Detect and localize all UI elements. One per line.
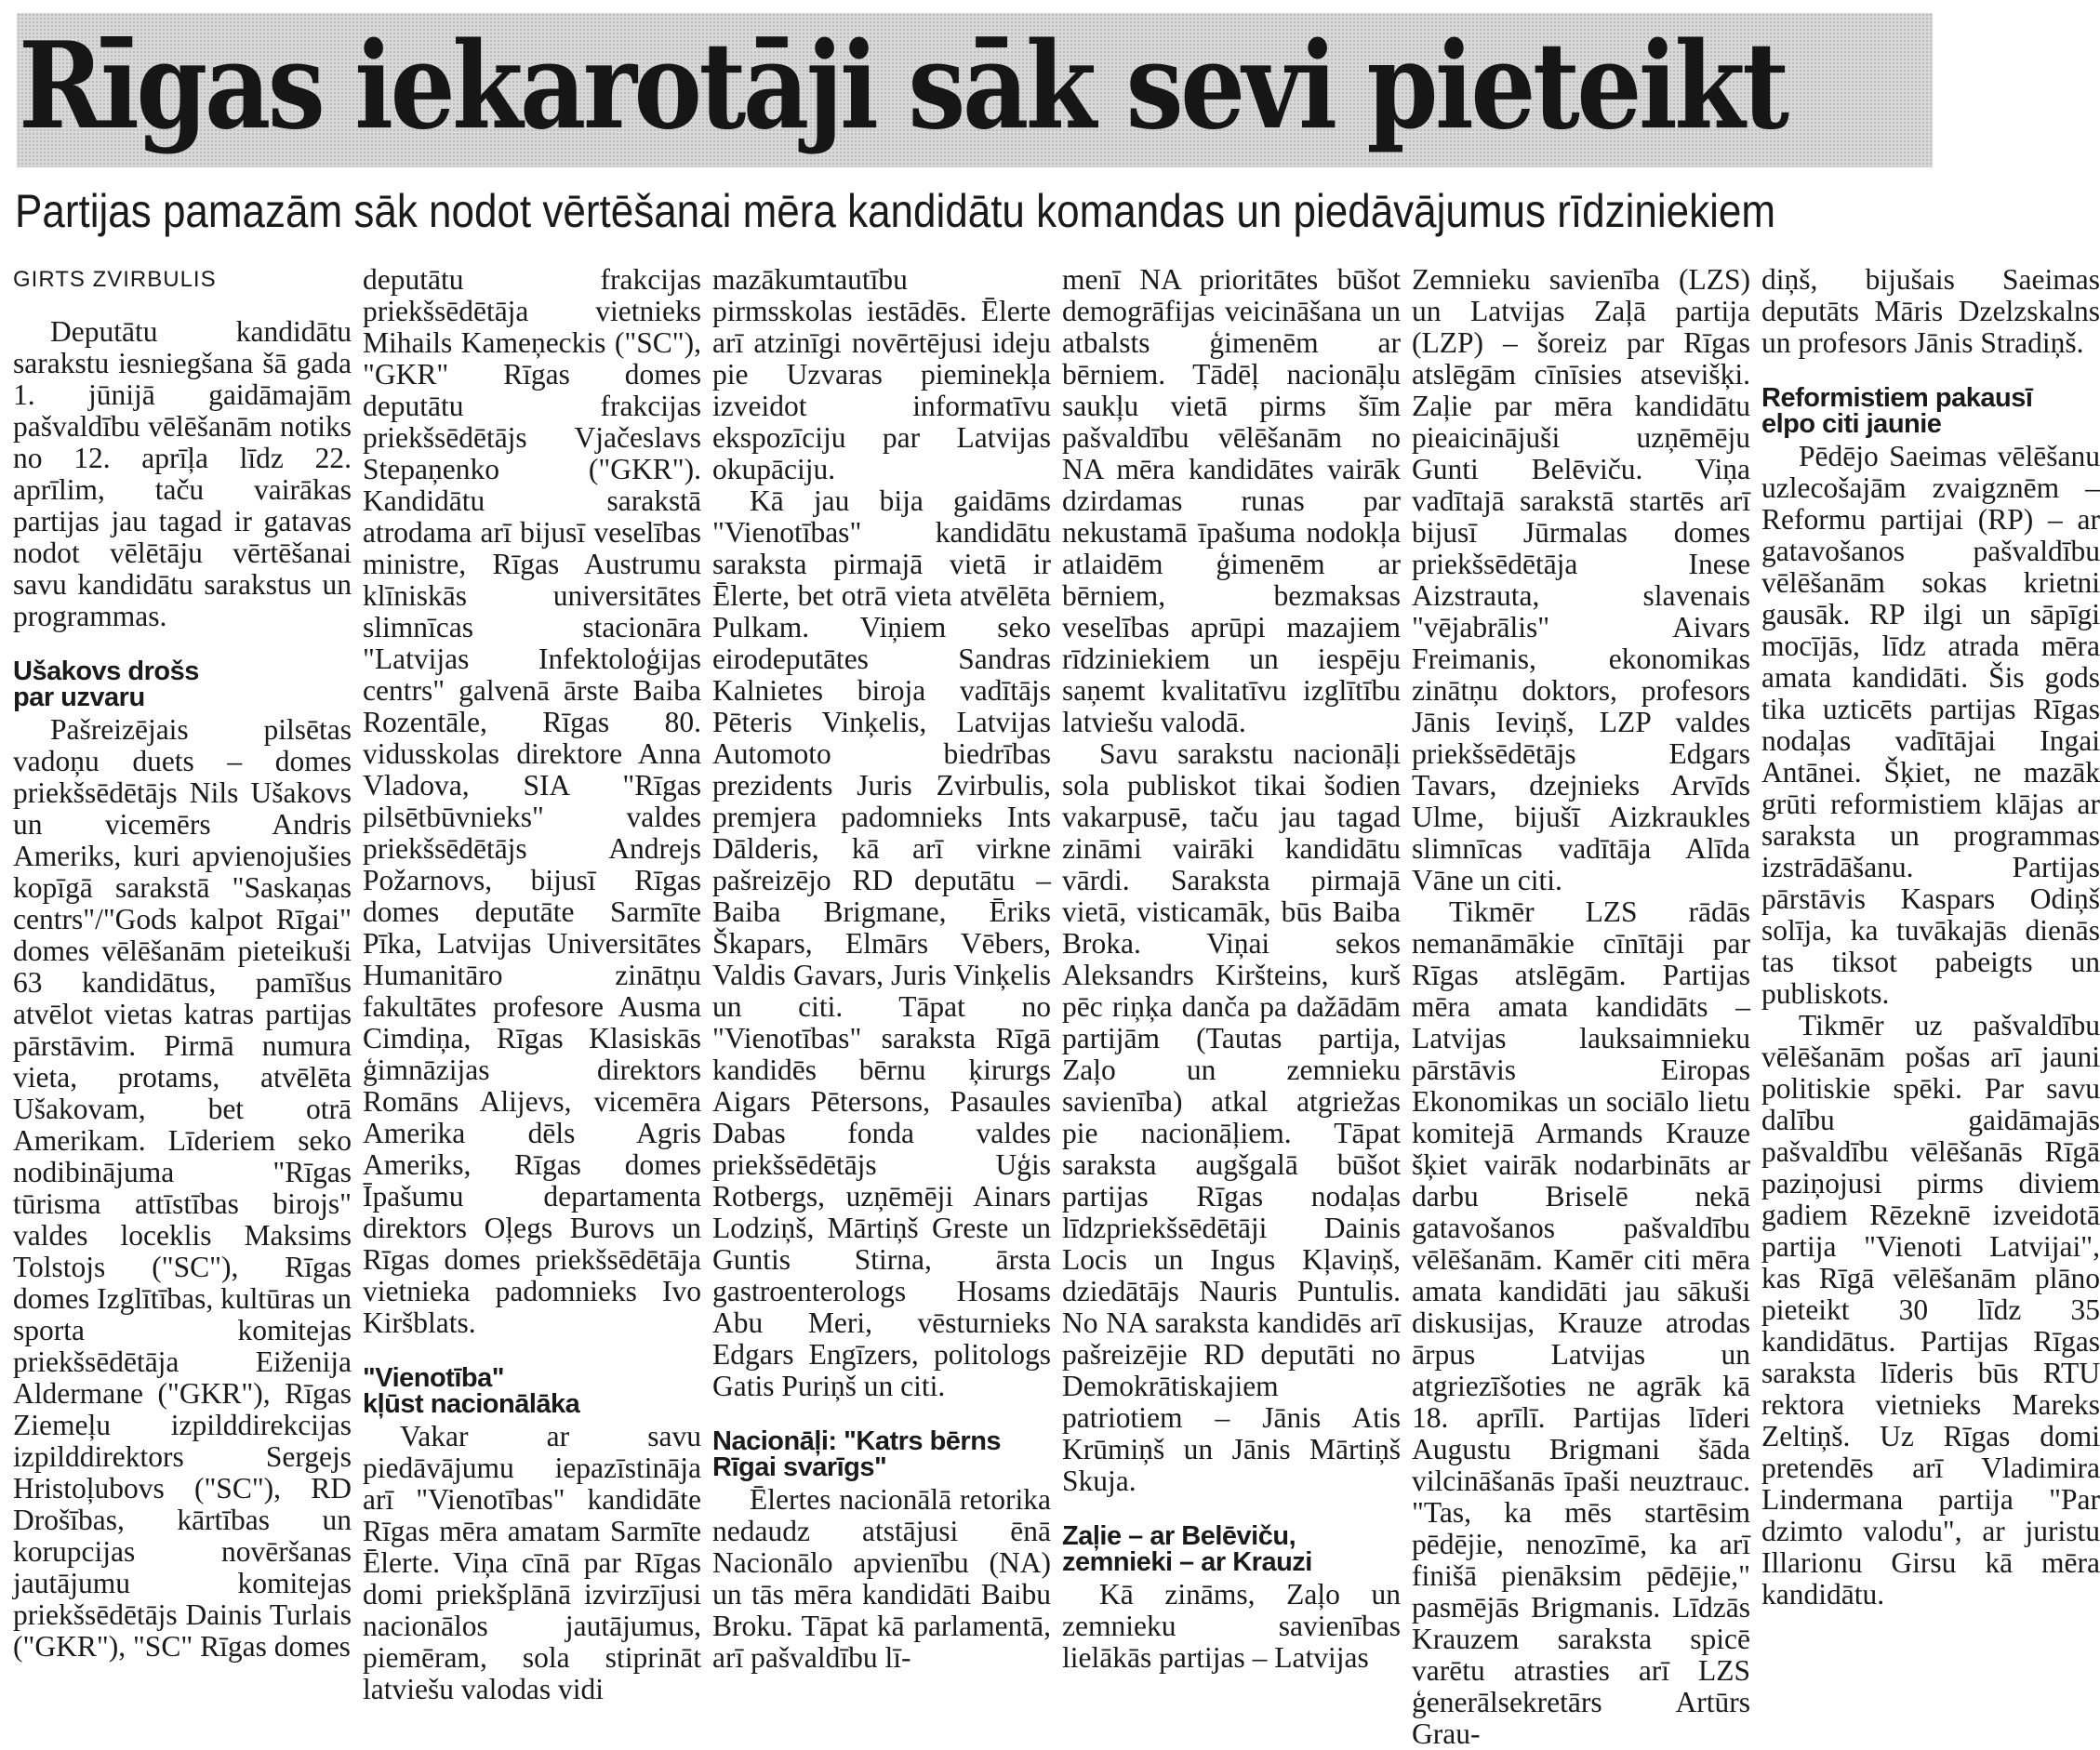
section-heading-line: Ušakovs drošs [13, 656, 199, 686]
paragraph: mazākumtautību pirmsskolas iestādēs. Ēlerte arī atzinīgi novērtējusi ideju pie Uzvaras pieminekļa izveidot informatīvu ekspozīciju par Latvijas okupāciju. [712, 263, 1051, 485]
paragraph: Deputātu kandidātu sarakstu iesniegšana šā gada 1. jūnijā gaidāmajām pašvaldību vēlēšanām notiks no 12. aprīļa līdz 22. aprīlim, taču vairākas partijas jau tagad ir gatavas nodot vēlētāju vērtēšanai savu kandidātu sarakstus un programmas. [13, 315, 352, 632]
paragraph: Savu sarakstu nacionāļi sola publiskot tikai šodien vakarpusē, taču jau tagad zināmi vairāki kandidātu vārdi. Saraksta pirmajā vietā, visticamāk, būs Baiba Broka. Viņai sekos Aleksandrs Kiršteins, kurš pēc riņķa danča pa dažādām partijām (Tautas partija, Zaļo un zemnieku savienība) atkal atgriežas pie nacionāļiem. Tāpat saraksta augšgalā būšot partijas Rīgas nodaļas līdzpriekšsēdētāji Dainis Locis un Ingus Kļaviņš, dziedātājs Nauris Puntulis. No NA saraksta kandidēs arī pašreizējie RD deputāti no Demokrātiskajiem patriotiem – Jānis Atis Krūmiņš un Jānis Mārtiņš Skuja. [1062, 737, 1401, 1497]
section-heading-line: "Vienotība" [363, 1363, 504, 1393]
paragraph: Tikmēr uz pašvaldību vēlēšanām pošas arī jauni politiskie spēki. Par savu dalību gaidāmajās pašvaldību vēlēšanās Rīgā paziņojusi pirms diviem gadiem Rēzeknē izveidotā partija "Vienoti Latvijai", kas Rīgā vēlēšanām plāno pieteikt 30 līdz 35 kandidātus. Partijas Rīgas saraksta līderis būs RTU rektora vietnieks Mareks Zeltiņš. Uz Rīgas domi pretendēs arī Vladimira Lindermana partija "Par dzimto valodu", ar juristu Illarionu Girsu kā mēra kandidātu. [1761, 1009, 2100, 1611]
column-6 [1761, 264, 2100, 1622]
section-heading-line: kļūst nacionālāka [363, 1389, 580, 1419]
section-heading-line: par uzvaru [13, 683, 145, 712]
section-heading-line: Nacionāļi: "Katrs bērns [712, 1426, 1002, 1456]
subheadline: Partijas pamazām sāk nodot vērtēšanai mēra kandidātu komandas un piedāvājumus rīdziniekiem [15, 185, 1775, 237]
section-heading-line: Zaļie – ar Belēviču, [1062, 1521, 1296, 1551]
section-heading [1761, 385, 2100, 437]
section-heading [363, 1365, 701, 1417]
paragraph: Ēlertes nacionālā retorika nedaudz atstājusi ēnā Nacionālo apvienību (NA) un tās mēra kandidāti Baibu Broku. Tāpat kā parlamentā, arī pašvaldību lī- [712, 1483, 1051, 1674]
paragraph: deputātu frakcijas priekšsēdētāja vietnieks Mihails Kameņeckis ("SC"), "GKR" Rīgas domes deputātu frakcijas priekšsēdētājs Vjačeslavs Stepaņenko ("GKR"). Kandidātu sarakstā atrodama arī bijusī veselības ministre, Rīgas Austrumu klīniskās universitātes slimnīcas stacionāra "Latvijas Infektoloģijas centrs" galvenā ārste Baiba Rozentāle, Rīgas 80. vidusskolas direktore Anna Vladova, SIA "Rīgas pilsētbūvnieks" valdes priekšsēdētājs Andrejs Požarnovs, bijusī Rīgas domes deputāte Sarmīte Pīka, Latvijas Universitātes Humanitāro zinātņu fakultātes profesore Ausma Cimdiņa, Rīgas Klasiskās ģimnāzijas direktors Romāns Alijevs, vicemēra Amerika dēls Agris Ameriks, Rīgas domes Īpašumu departamenta direktors Oļegs Burovs un Rīgas domes priekšsēdētāja vietnieka padomnieks Ivo Kiršblats. [363, 263, 701, 1339]
byline: GIRTS ZVIRBULIS [13, 267, 217, 292]
section-heading-line: elpo citi jaunie [1761, 409, 1942, 439]
paragraph: Pēdējo Saeimas vēlēšanu uzlecošajām zvaigznēm – Reformu partijai (RP) – ar gatavošanos pašvaldību vēlēšanām sokas krietni gausāk. RP ilgi un sāpīgi mocījās, līdz atrada mēra amata kandidāti. Šis gods tika uzticēts partijas Rīgas nodaļas vadītājai Ingai Antānei. Šķiet, ne mazāk grūti reformistiem klājas ar saraksta un programmas izstrādāšanu. Partijas pārstāvis Kaspars Odiņš solīja, ka tuvākajās dienās tas tiksot pabeigts un publiskots. [1761, 440, 2100, 1010]
paragraph: Zemnieku savienība (LZS) un Latvijas Zaļā partija (LZP) – šoreiz par Rīgas atslēgām cīnīsies atsevišķi. Zaļie par mēra kandidātu pieaicinājuši uzņēmēju Gunti Belēviču. Viņa vadītajā sarakstā startēs arī bijusī Jūrmalas domes priekšsēdētāja Inese Aizstrauta, slavenais "vējabrālis" Aivars Freimanis, ekonomikas zinātņu doktors, profesors Jānis Ieviņš, LZP valdes priekšsēdētājs Edgars Tavars, dzejnieks Arvīds Ulme, bijušī Aizkraukles slimnīcas vadītāja Alīda Vāne un citi. [1412, 263, 1750, 896]
paragraph: Kā jau bija gaidāms "Vienotības" kandidātu saraksta pirmajā vietā ir Ēlerte, bet otrā vieta atvēlēta Pulkam. Viņiem seko eirodeputātes Sandras Kalnietes biroja vadītājs Pēteris Vinķelis, Latvijas Automoto biedrības prezidents Juris Zvirbulis, premjera padomnieks Ints Dālderis, kā arī virkne pašreizējo RD deputātu – Baiba Brigmane, Ēriks Škapars, Elmārs Vēbers, Valdis Gavars, Juris Vinķelis un citi. Tāpat no "Vienotības" saraksta Rīgā kandidēs bērnu ķirurgs Aigars Pētersons, Pasaules Dabas fonda valdes priekšsēdētājs Uģis Rotbergs, uzņēmēji Ainars Lodziņš, Mārtiņš Greste un Guntis Stirna, ārsta gastroenterologs Hosams Abu Meri, vēsturnieks Edgars Engīzers, politologs Gatis Puriņš un citi. [712, 484, 1051, 1402]
column-2 [363, 263, 701, 1705]
paragraph: menī NA prioritātes būšot demogrāfijas veicināšana un atbalsts ģimenēm ar bērniem. Tādēļ nacionāļu saukļu vietā pirms šīm pašvaldību vēlēšanām no NA mēra kandidātes vairāk dzirdamas runas par nekustamā īpašuma nodokļa atlaidēm ģimenēm ar bērniem, bezmaksas veselības aprūpi mazajiem rīdziniekiem un iespēju saņemt kvalitatīvu izglītību latviešu valodā. [1062, 263, 1401, 738]
article-body [13, 263, 2100, 1750]
section-heading [13, 658, 352, 710]
section-heading [712, 1428, 1051, 1480]
paragraph: Tikmēr LZS rādās nemanāmākie cīnītāji par Rīgas atslēgām. Partijas mēra amata kandidāts – Latvijas lauksaimnieku pārstāvis Eiropas Ekonomikas un sociālo lietu komitejā Armands Krauze šķiet vairāk nodarbināts ar darbu Briselē nekā gatavošanos pašvaldību vēlēšanām. Kamēr citi mēra amata kandidāti jau sākuši diskusijas, Krauze atrodas ārpus Latvijas un atgriezīšoties ne agrāk kā 18. aprīlī. Partijas līderi Augustu Brigmani šāda vilcināšanās īpaši neuztrauc. "Tas, ka mēs startēsim pēdējie, nenozīmē, ka arī finišā pienāksim pēdējie," pasmējās Brigmanis. Līdzās Krauzem saraksta spicē varētu atrasties arī LZS ģenerālsekretārs Artūrs Grau- [1412, 895, 1750, 1750]
paragraph: Kā zināms, Zaļo un zemnieku savienības lielākās partijas – Latvijas [1062, 1578, 1401, 1674]
section-heading-line: Reformistiem pakausī [1761, 383, 2033, 413]
paragraph: diņš, bijušais Saeimas deputāts Māris Dzelzskalns un profesors Jānis Stradiņš. [1761, 263, 2100, 359]
column-3 [712, 263, 1051, 1674]
column-1 [13, 264, 352, 1663]
column-4 [1062, 263, 1401, 1674]
section-heading-line: Rīgai svarīgs" [712, 1452, 887, 1482]
column-5 [1412, 263, 1750, 1750]
section-heading-line: zemnieki – ar Krauzi [1062, 1547, 1312, 1577]
paragraph: Vakar ar savu piedāvājumu iepazīstināja arī "Vienotības" kandidāte Rīgas mēra amatam Sarmīte Ēlerte. Viņa cīnā par Rīgas domi priekšplānā izvirzījusi nacionālos jautājumus, piemēram, sola stiprināt latviešu valodas vidi [363, 1420, 701, 1705]
paragraph: Pašreizējais pilsētas vadoņu duets – domes priekšsēdētājs Nils Ušakovs un vicemērs Andris Ameriks, kuri apvienojušies kopīgā sarakstā "Saskaņas centrs"/"Gods kalpot Rīgai" domes vēlēšanām pieteikuši 63 kandidātus, pamīšus atvēlot vietas katras partijas pārstāvim. Pirmā numura vieta, protams, atvēlēta Ušakovam, bet otrā Amerikam. Līderiem seko nodibinājuma "Rīgas tūrisma attīstības birojs" valdes loceklis Maksims Tolstojs ("SC"), Rīgas domes Izglītības, kultūras un sporta komitejas priekšsēdētāja Eiženija Aldermane ("GKR"), Rīgas Ziemeļu izpilddirekcijas izpilddirektors Sergejs Hristoļubovs ("SC"), RD Drošības, kārtības un korupcijas novēršanas jautājumu komitejas priekšsēdētājs Dainis Turlais ("GKR"), "SC" Rīgas domes [13, 713, 352, 1663]
headline: Rīgas iekarotāji sāk sevi pieteikt [19, 17, 1787, 156]
section-heading [1062, 1523, 1401, 1575]
